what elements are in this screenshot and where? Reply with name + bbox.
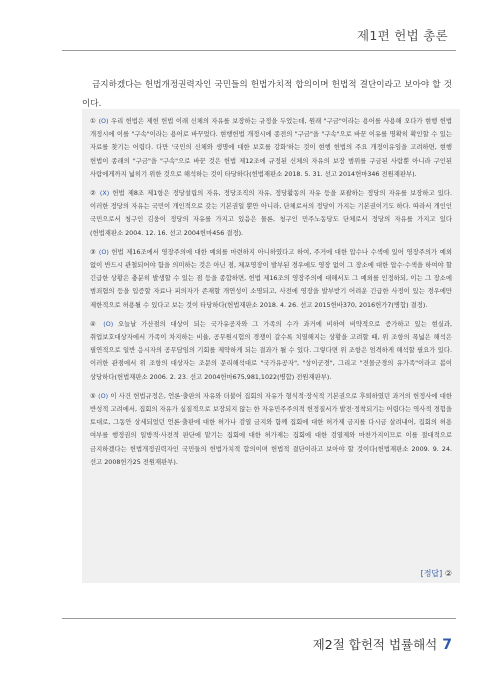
explanation-item-3 [90,246,452,312]
running-footer [313,635,452,653]
item-number: ② [90,190,97,198]
running-header: 제1편 헌법 총론 [356,28,448,43]
item-number: ① [90,118,97,125]
item-number: ③ [90,248,97,256]
answer-label: [정답] [420,569,443,578]
item-text: 헌법 제8조 제1항은 정당설립의 자유, 정당조직의 자유, 정당활동의 자유 등을 포괄하는 정당의 자유를 보장하고 있다. 이러한 정당의 자유는 국민이 개인적으로 갖는 기본권일 뿐만 아니라, 단체로서의 정당이 가지는 기본권이기도 하다. 따라서 개인인 국민으로서 청구인 김웅이 정당의 자유를 가지고 있음은 물론, 청구인 민주노동당도 단체로서 정당의 자유를 가지고 있다(헌법재판소 2004. 12. 16. 선고 2004헌마456 결정). [90,190,452,237]
item-text: 우리 헌법은 제헌 헌법 이래 신체의 자유를 보장하는 규정을 두었는데, 원래 "구금"이라는 용어를 사용해 오다가 현행 헌법 개정시에 이를 "구속"이라는 용어로 바꾸었다. 현행헌법 개정시에 종전의 "구금"을 "구속"으로 바꾼 이유를 명확히 확인할 수 있는 자료를 찾기는 어렵다. 다만 '국민의 신체와 생명에 대한 보호를 강화'하는 것이 현행 헌법의 주요 개정이유임을 고려하면, 현행 헌법이 종래의 "구금"을 "구속"으로 바꾼 것은 헌법 제12조에 규정된 신체의 자유의 보장 범위를 구금된 사람뿐 아니라 구인된 사람에게까지 넓히기 위한 것으로 해석하는 것이 타당하다(헌법재판소 2018. 5. 31. 선고 2014헌마346 전원재판부). [90,118,452,178]
answer-value: ② [444,569,452,578]
intro-paragraph: 금지하겠다는 헌법개정권력자인 국민들의 헌법가치적 합의이며 헌법적 결단이라고 보아야 할 것이다. [82,79,452,109]
footer-divider [62,618,456,619]
item-verdict: (O) [98,118,109,125]
item-verdict: (X) [99,190,110,198]
item-text: 헌법 제16조에서 영장주의에 대한 예외를 마련하지 아니하였다고 하여, 주거에 대한 압수나 수색에 있어 영장주의가 예외 없이 반드시 관철되어야 함을 의미하는 것은 아닌 점, 체포영장이 발부된 경우에도 영장 없이 그 장소에 대한 압수·수색을 하여야 할 긴급한 상황은 충분히 발생할 수 있는 점 등을 종합하면, 헌법 제16조의 영장주의에 대해서도 그 예외를 인정하되, 이는 그 장소에 범죄혐의 등을 입증할 자료나 피의자가 존재할 개연성이 소명되고, 사전에 영장을 발부받기 어려운 긴급한 사정이 있는 경우에만 제한적으로 허용될 수 있다고 보는 것이 타당하다(헌법재판소 2018. 4. 26. 선고 2015헌바370, 2016헌가7(병합) 결정). [90,248,452,309]
header-divider [62,50,456,51]
item-text: 이 사건 헌법규정은, 언론·출판의 자유와 더불어 집회의 자유가 형식적·장식적 기본권으로 후퇴하였던 과거의 헌정사에 대한 반성적 고려에서, 집회의 자유가 실질적으로 보장되지 않는 한 자유민주주의적 헌정질서가 발전·정착되기는 어렵다는 역사적 경험을 토대로, 그동안 상세되었던 언론·출판에 대한 허가나 검열 금지와 함께 집회에 대한 허가제 금지를 다시금 살려내어, 집회의 허용 여부를 행정권의 일방적·사전적 판단에 맡기는 집회에 대한 허가제는 집회에 대한 검열제와 마찬가지이므로 이를 절대적으로 금지하겠다는 헌법개정권력자인 국민들의 헌법가치적 합의이며 헌법적 결단이라고 보아야 할 것이다(헌법재판소 2009. 9. 24. 선고 2008헌가25 전원재판부). [90,392,452,466]
explanation-item-5 [90,390,452,469]
item-number: ⑤ [90,392,96,400]
item-verdict: (O) [98,248,109,256]
page-number: 7 [442,637,452,653]
explanation-item-2 [90,187,452,240]
item-text: 오늘날 가산점의 대상이 되는 국가유공자와 그 가족의 수가 과거에 비하여 비약적으로 증가하고 있는 현실과, 취업보호대상자에서 가족이 차지하는 비율, 공무원시험의 경쟁이 갈수록 치열해지는 상황을 고려할 때, 위 조항의 폭넓은 해석은 필연적으로 일반 응시자의 공무담임의 기회를 제약하게 되는 결과가 될 수 있다. 그렇다면 위 조항은 엄격하게 해석할 필요가 있다. 이러한 관점에서 위 조항의 대상자는 조문의 문리해석대로 "국가유공자", "상이군경", 그리고 "전몰군경의 유가족"이라고 봄이 상당하다(헌법재판소 2006. 2. 23. 선고 2004헌마675,981,1022(병합) 전원재판부). [90,320,452,381]
item-verdict: (O) [103,320,114,328]
item-verdict: (O) [98,392,109,400]
explanation-item-1 [90,115,452,181]
explanation-box [82,109,460,583]
explanation-item-4 [90,318,452,384]
answer-line [421,568,452,579]
footer-chapter-title: 제2절 합헌적 법률해석 [312,637,438,652]
item-number: ④ [90,320,99,328]
